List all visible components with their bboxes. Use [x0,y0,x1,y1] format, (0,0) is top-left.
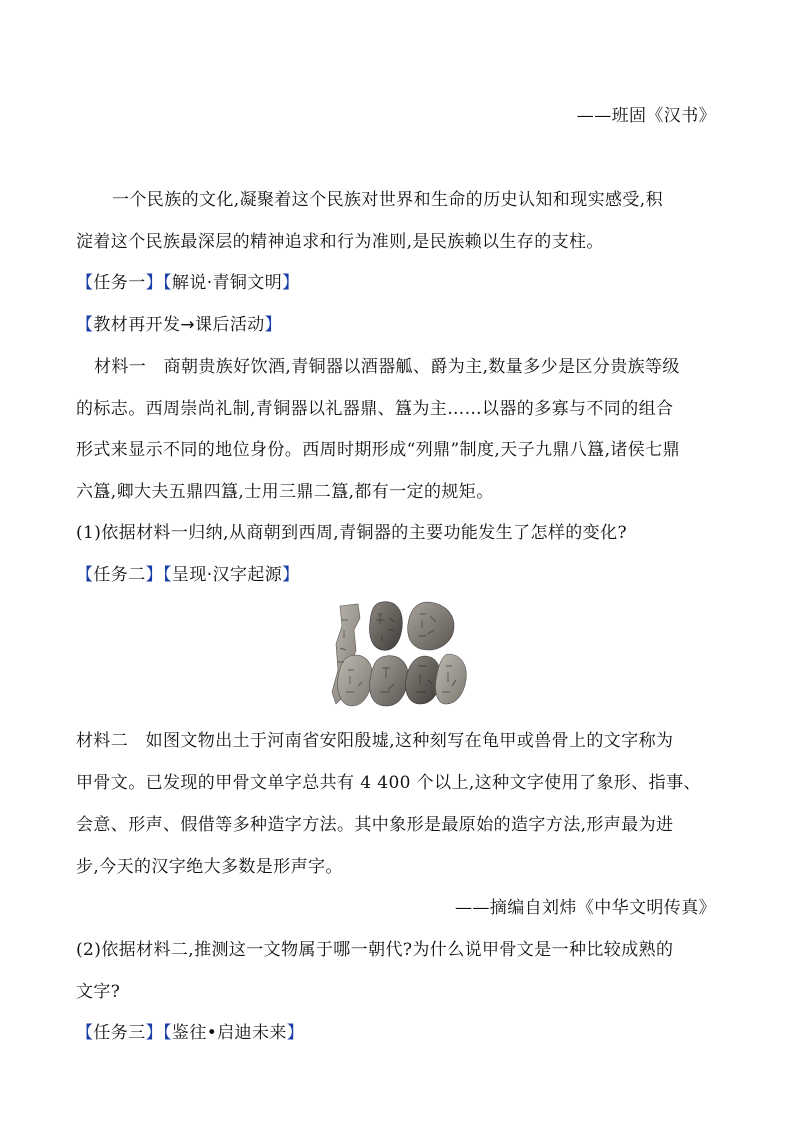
quote-source-hanshu: ——班固《汉书》 [576,106,716,126]
task1-bracket-close: 】 [145,273,164,293]
material1-line-3: 形式来显示不同的地位身份。西周时期形成“列鼎”制度,天子九鼎八簋,诸侯七鼎 [76,440,680,460]
task1-bracket-open: 【 [76,273,94,293]
task1-heading [76,271,724,295]
material1-line-2: 的标志。西周崇尚礼制,青铜器以礼器鼎、簋为主……以器的多寡与不同的组合 [76,399,674,419]
task2-heading [76,563,724,587]
task3-topic-close: 】 [286,1023,305,1043]
task2-topic-open: 【 [163,565,172,585]
task1-topic-open: 【 [163,273,172,293]
task3-bracket-open: 【 [76,1023,94,1043]
turtle-shell-bottom-center [406,656,441,704]
task1-topic: 解说·青铜文明 [171,273,283,293]
task2-label: 任务二 [93,565,146,585]
question-1: (1)依据材料一归纳,从商朝到西周,青铜器的主要功能发生了怎样的变化? [76,523,628,543]
material1-line-4: 六簋,卿大夫五鼎四簋,士用三鼎二簋,都有一定的规矩。 [76,482,494,502]
material2-line-4: 步,今天的汉字绝大多数是形声字。 [76,857,343,877]
task1-topic-close: 】 [282,273,300,293]
oracle-bone-illustration [330,600,470,710]
intro-line-2: 淀着这个民族最深层的精神追求和行为准则,是民族赖以生存的支柱。 [76,232,604,252]
textbook-bracket-close: 】 [264,315,283,335]
oracle-bone-artifacts-image [330,600,470,710]
task2-topic: 呈现·汉字起源 [171,565,283,585]
question-2-line-1: (2)依据材料二,推测这一文物属于哪一朝代?为什么说甲骨文是一种比较成熟的 [76,940,674,960]
textbook-bracket-open: 【 [76,315,94,335]
intro-line-1: 一个民族的文化,凝聚着这个民族对世界和生命的历史认知和现实感受,积 [112,190,664,210]
task3-topic-open: 【 [163,1023,172,1043]
material1-line-1: 材料一 商朝贵族好饮酒,青铜器以酒器觚、爵为主,数量多少是区分贵族等级 [94,357,680,377]
turtle-shell-bottom-mid [370,656,409,706]
turtle-shell-top-left [370,602,403,651]
task3-bracket-close: 】 [145,1023,164,1043]
task3-topic: 鉴往•启迪未来 [171,1023,287,1043]
turtle-shell-bottom-right [435,654,466,704]
task3-label: 任务三 [93,1023,146,1043]
task2-bracket-open: 【 [76,565,94,585]
material2-line-1: 材料二 如图文物出土于河南省安阳殷墟,这种刻写在龟甲或兽骨上的文字称为 [76,731,674,751]
textbook-activity-heading [76,313,724,337]
task1-label: 任务一 [93,273,146,293]
quote-source-liuwei: ——摘编自刘炜《中华文明传真》 [455,898,716,918]
turtle-shell-top-right [408,602,454,650]
material2-line-2: 甲骨文。已发现的甲骨文单字总共有 4 400 个以上,这种文字使用了象形、指事、 [76,773,701,793]
question-2-line-2: 文字? [76,982,121,1002]
textbook-label: 教材再开发→课后活动 [93,315,265,335]
task2-topic-close: 】 [282,565,300,585]
turtle-shell-bottom-left [338,655,373,706]
task2-bracket-close: 】 [145,565,164,585]
task3-heading [76,1021,724,1045]
material2-line-3: 会意、形声、假借等多种造字方法。其中象形是最原始的造字方法,形声最为进 [76,815,674,835]
